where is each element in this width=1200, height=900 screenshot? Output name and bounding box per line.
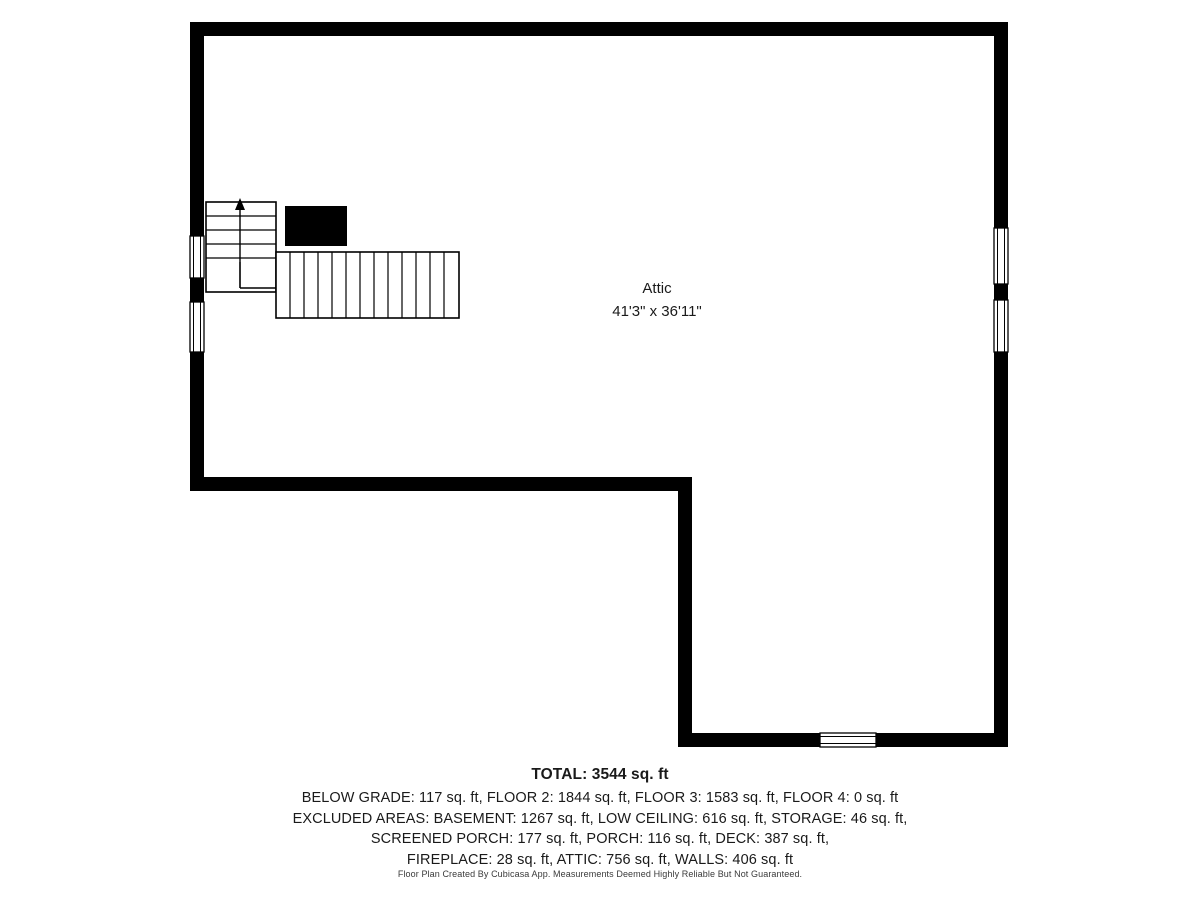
room-dimensions: 41'3" x 36'11" bbox=[612, 302, 702, 320]
summary-line-1: BELOW GRADE: 117 sq. ft, FLOOR 2: 1844 sq. ft, FLOOR 3: 1583 sq. ft, FLOOR 4: 0 sq. ft bbox=[301, 790, 899, 806]
chimney-block bbox=[285, 206, 347, 246]
summary-line-4: FIREPLACE: 28 sq. ft, ATTIC: 756 sq. ft, WALLS: 406 sq. ft bbox=[406, 851, 794, 868]
exterior-walls bbox=[190, 22, 1008, 747]
area-summary bbox=[0, 766, 1200, 870]
summary-line-3: SCREENED PORCH: 177 sq. ft, PORCH: 116 sq. ft, DECK: 387 sq. ft, bbox=[370, 831, 830, 848]
summary-line-2: EXCLUDED AREAS: BASEMENT: 1267 sq. ft, LOW CEILING: 616 sq. ft, STORAGE: 46 sq. ft, bbox=[292, 810, 908, 827]
stairs-upper-run bbox=[206, 198, 276, 292]
disclaimer-text: Floor Plan Created By Cubicasa App. Measurements Deemed Highly Reliable But Not Guaranteed. bbox=[397, 869, 803, 879]
total-area-label: TOTAL: 3544 sq. ft bbox=[531, 766, 669, 783]
room-name: Attic bbox=[642, 280, 672, 297]
room-label-attic bbox=[557, 278, 757, 323]
